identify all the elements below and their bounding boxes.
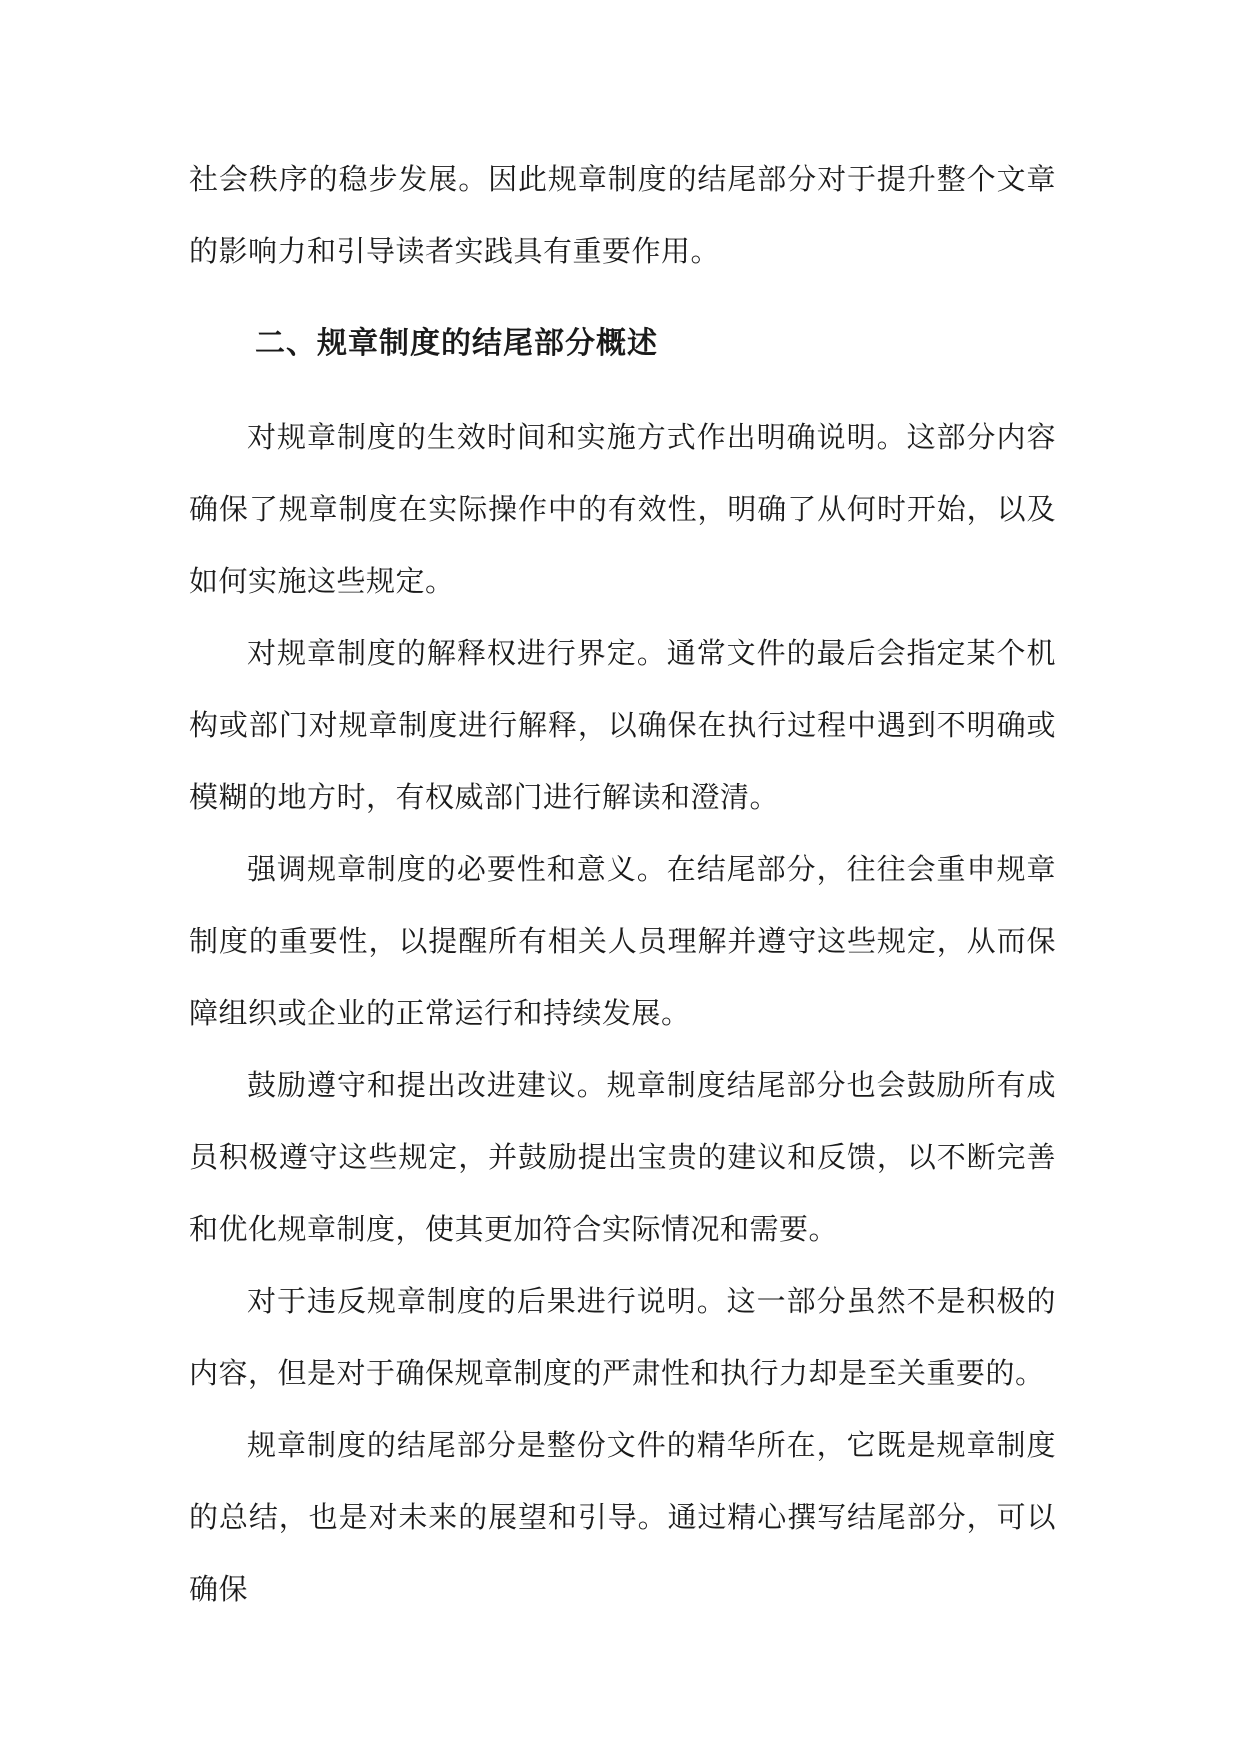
paragraph-continuation: 社会秩序的稳步发展。因此规章制度的结尾部分对于提升整个文章的影响力和引导读者实践具有重要作用。	[189, 162, 1056, 268]
paragraph-summary: 规章制度的结尾部分是整份文件的精华所在，它既是规章制度的总结，也是对未来的展望和引导。通过精心撰写结尾部分，可以确保	[189, 1428, 1056, 1606]
paragraph-effective-time: 对规章制度的生效时间和实施方式作出明确说明。这部分内容确保了规章制度在实际操作中的有效性，明确了从何时开始，以及如何实施这些规定。	[189, 420, 1056, 598]
document-body	[189, 143, 1056, 1625]
paragraph-interpretation-right: 对规章制度的解释权进行界定。通常文件的最后会指定某个机构或部门对规章制度进行解释，以确保在执行过程中遇到不明确或模糊的地方时，有权威部门进行解读和澄清。	[189, 636, 1056, 814]
paragraph-encourage-compliance: 鼓励遵守和提出改进建议。规章制度结尾部分也会鼓励所有成员积极遵守这些规定，并鼓励提出宝贵的建议和反馈，以不断完善和优化规章制度，使其更加符合实际情况和需要。	[189, 1068, 1056, 1246]
paragraph-necessity: 强调规章制度的必要性和意义。在结尾部分，往往会重申规章制度的重要性，以提醒所有相关人员理解并遵守这些规定，从而保障组织或企业的正常运行和持续发展。	[189, 852, 1056, 1030]
section-heading: 二、规章制度的结尾部分概述	[255, 326, 658, 361]
paragraph-violation-consequences: 对于违反规章制度的后果进行说明。这一部分虽然不是积极的内容，但是对于确保规章制度的严肃性和执行力却是至关重要的。	[189, 1284, 1056, 1390]
